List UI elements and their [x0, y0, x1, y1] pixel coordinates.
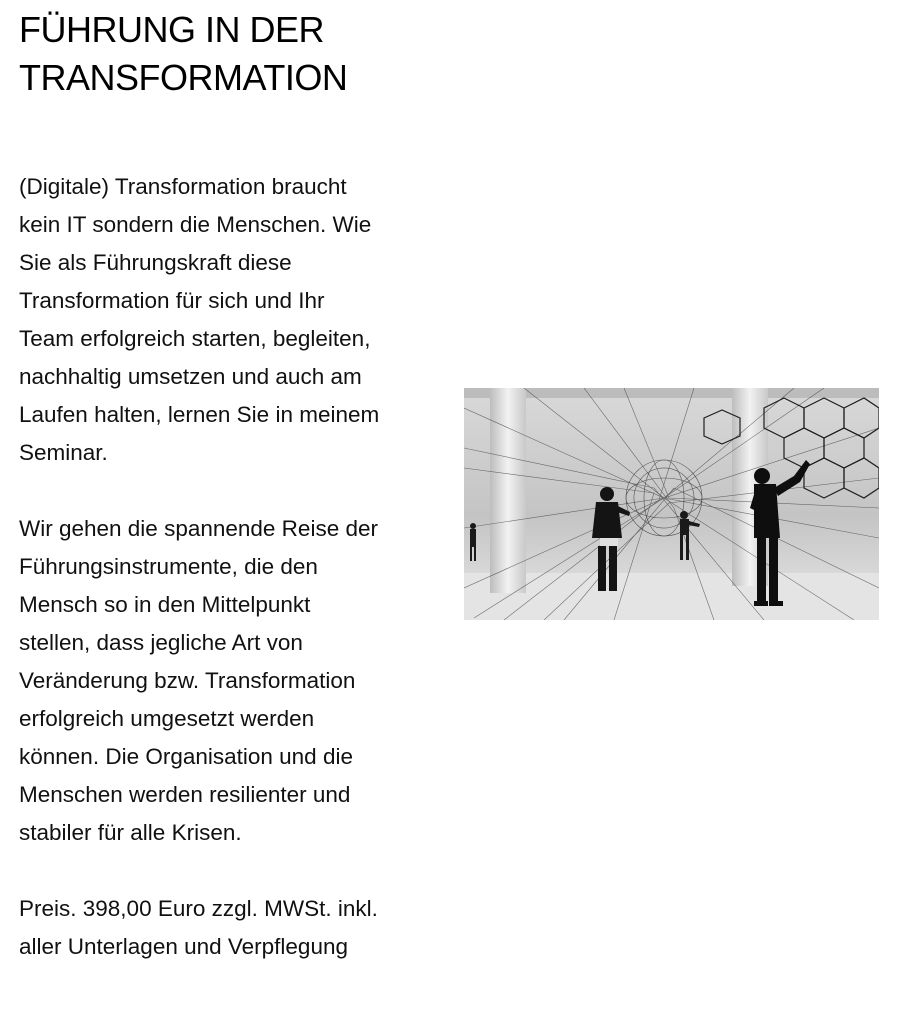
page-title: FÜHRUNG IN DER TRANSFORMATION	[19, 9, 348, 98]
price-paragraph: Preis. 398,00 Euro zzgl. MWSt. inkl. aller Unterlagen und Verpflegung	[19, 896, 378, 959]
description-paragraph: Wir gehen die spannende Reise der Führungsinstrumente, die den Mensch so in den Mittelpunkt stellen, dass jegliche Art von Veränderung bzw. Transformation erfolgreich umgesetzt werden können. Die Organisation und die Menschen werden resilienter und stabiler für alle Krisen.	[19, 516, 378, 845]
intro-paragraph: (Digitale) Transformation braucht kein IT sondern die Menschen. Wie Sie als Führungskraft diese Transformation für sich und Ihr Team erfolgreich starten, begleiten, nachhaltig umsetzen und auch am Laufen halten, lernen Sie in meinem Seminar.	[19, 174, 380, 465]
article-body	[19, 168, 449, 1004]
installation-photo	[464, 388, 879, 620]
